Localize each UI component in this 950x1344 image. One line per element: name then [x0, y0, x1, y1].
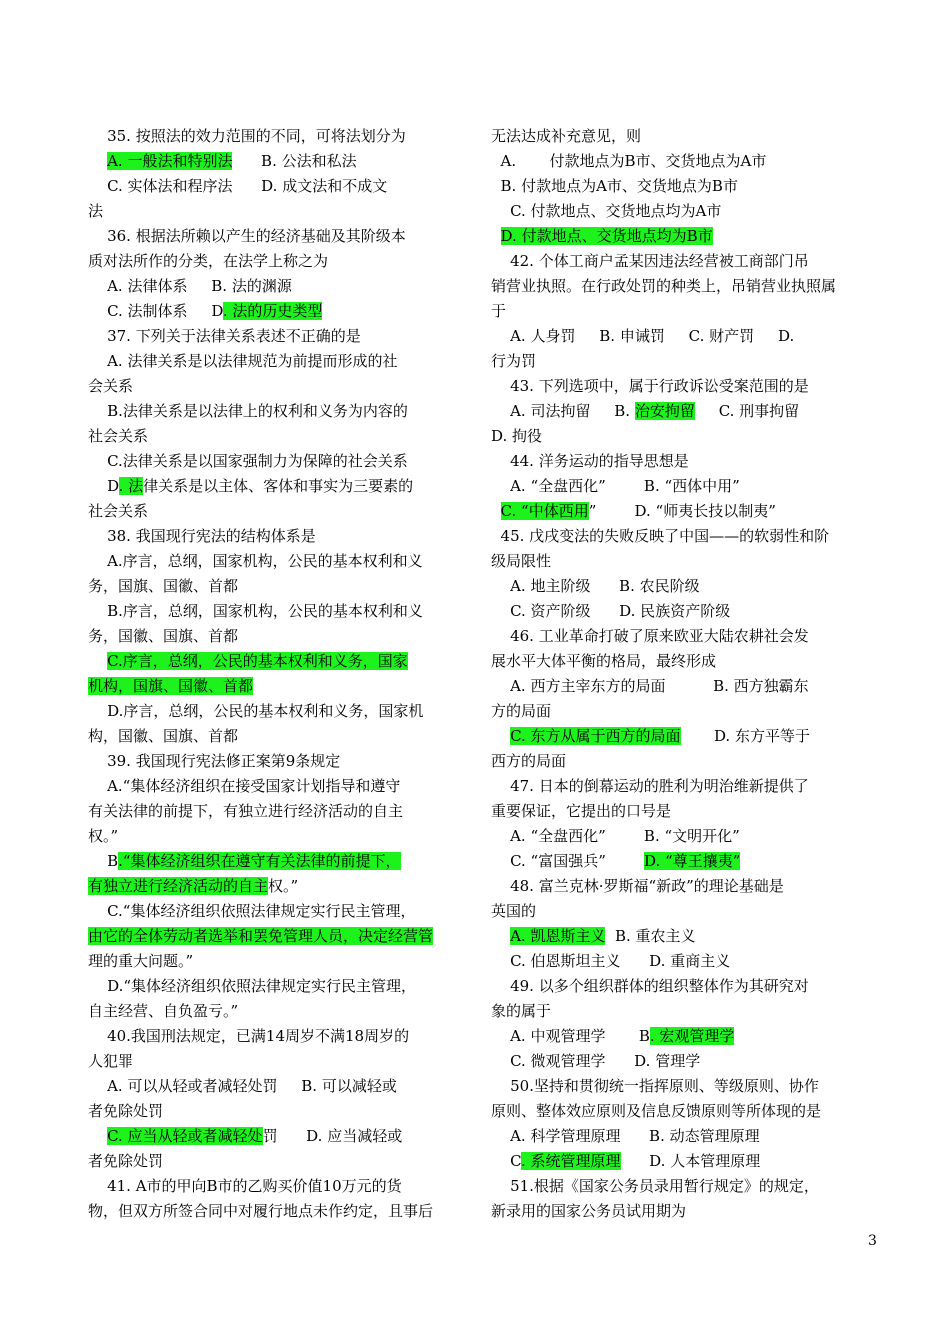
text-segment: 有关法律的前提下，有独立进行经济活动的自主	[88, 802, 404, 820]
highlighted-answer: A. 一般法和特别法	[107, 152, 233, 170]
text-segment: 者免除处罚	[88, 1152, 164, 1170]
highlighted-answer: C. “中体西用	[500, 502, 589, 520]
text-segment: C	[491, 1152, 522, 1170]
text-segment: A. 科学管理原理 B. 动态管理原理	[491, 1127, 760, 1145]
text-segment: A. 地主阶级 B. 农民阶级	[491, 577, 700, 595]
text-segment: 会关系	[88, 377, 134, 395]
text-line	[88, 974, 483, 999]
text-line	[491, 474, 886, 499]
text-segment: 英国的	[491, 902, 537, 920]
text-segment: 42. 个体工商户孟某因违法经营被工商部门吊	[491, 252, 809, 270]
text-segment: A. 中观管理学 B	[491, 1027, 650, 1045]
text-segment: B. 付款地点为A市、交货地点为B市	[491, 177, 738, 195]
page-number: 3	[868, 1233, 877, 1249]
highlighted-answer: D. 付款地点、交货地点均为B市	[500, 227, 713, 245]
text-segment: A. “全盘西化” B. “文明开化”	[491, 827, 740, 845]
text-segment: 法	[88, 202, 104, 220]
text-line	[88, 249, 483, 274]
text-line	[88, 174, 483, 199]
text-segment: 权。”	[88, 827, 119, 845]
text-segment: C. 实体法和程序法 D. 成文法和不成文	[88, 177, 388, 195]
text-line	[88, 449, 483, 474]
text-segment: 无法达成补充意见，则	[491, 127, 642, 145]
highlighted-answer: C. 东方从属于西方的局面	[510, 727, 681, 745]
text-segment: 48. 富兰克林·罗斯福“新政”的理论基础是	[491, 877, 784, 895]
text-line	[88, 899, 483, 924]
text-segment: C.法律关系是以国家强制力为保障的社会关系	[88, 452, 408, 470]
text-segment: 40.我国刑法规定，已满14周岁不满18周岁的	[88, 1027, 410, 1045]
text-line	[491, 674, 886, 699]
highlighted-answer: 治安拘留	[634, 402, 695, 420]
text-line	[88, 699, 483, 724]
text-segment: D	[88, 477, 119, 495]
text-segment: A. 法律体系 B. 法的渊源	[88, 277, 292, 295]
text-line	[491, 1124, 886, 1149]
text-segment: 39. 我国现行宪法修正案第9条规定	[88, 752, 341, 770]
text-segment: A. 人身罚 B. 申诫罚 C. 财产罚 D.	[491, 327, 795, 345]
text-line	[491, 549, 886, 574]
text-line	[88, 824, 483, 849]
text-line	[88, 199, 483, 224]
text-line	[88, 549, 483, 574]
text-line	[88, 474, 483, 499]
text-segment: 38. 我国现行宪法的结构体系是	[88, 527, 316, 545]
text-line	[88, 874, 483, 899]
text-line	[88, 399, 483, 424]
text-segment: 级局限性	[491, 552, 552, 570]
text-line	[491, 649, 886, 674]
text-line	[88, 649, 483, 674]
text-line	[88, 1024, 483, 1049]
text-line	[88, 299, 483, 324]
text-line	[88, 674, 483, 699]
text-line	[491, 949, 886, 974]
text-segment	[491, 227, 501, 245]
text-segment: 社会关系	[88, 502, 149, 520]
text-segment: 人犯罪	[88, 1052, 134, 1070]
text-line	[491, 749, 886, 774]
text-segment: B	[88, 852, 119, 870]
text-segment: 51.根据《国家公务员录用暂行规定》的规定，	[491, 1177, 819, 1195]
text-line	[88, 224, 483, 249]
highlighted-answer: . 宏观管理学	[649, 1027, 735, 1045]
highlighted-answer: 有独立进行经济活动的自主	[88, 877, 269, 895]
text-segment	[88, 152, 107, 170]
text-segment: 新录用的国家公务员试用期为	[491, 1202, 687, 1220]
text-segment: D.序言，总纲，公民的基本权利和义务，国家机	[88, 702, 424, 720]
text-line	[491, 324, 886, 349]
text-line	[491, 999, 886, 1024]
text-line	[491, 374, 886, 399]
text-line	[88, 624, 483, 649]
text-line	[88, 1049, 483, 1074]
text-segment: 36. 根据法所赖以产生的经济基础及其阶级本	[88, 227, 406, 245]
text-line	[491, 574, 886, 599]
text-line	[491, 349, 886, 374]
text-line	[88, 999, 483, 1024]
text-segment: 37. 下列关于法律关系表述不正确的是	[88, 327, 361, 345]
text-line	[491, 799, 886, 824]
text-line	[491, 1149, 886, 1174]
text-segment: 者免除处罚	[88, 1102, 164, 1120]
text-line	[88, 1174, 483, 1199]
text-line	[88, 499, 483, 524]
text-segment: 象的属于	[491, 1002, 552, 1020]
text-line	[491, 524, 886, 549]
text-line	[88, 1099, 483, 1124]
highlighted-answer: . 法的历史类型	[222, 302, 323, 320]
text-segment: 49. 以多个组织群体的组织整体作为其研究对	[491, 977, 809, 995]
text-line	[88, 599, 483, 624]
text-segment: ” D. “师夷长技以制夷”	[588, 502, 776, 520]
text-line	[491, 1099, 886, 1124]
text-segment: C. 微观管理学 D. 管理学	[491, 1052, 701, 1070]
text-line	[88, 1149, 483, 1174]
text-segment: 于	[491, 302, 507, 320]
highlighted-answer: C. 应当从轻或者减轻处	[107, 1127, 263, 1145]
text-line	[491, 449, 886, 474]
text-line	[491, 924, 886, 949]
text-segment: C.“集体经济组织依照法律规定实行民主管理，	[88, 902, 416, 920]
highlighted-answer: 由它的全体劳动者选举和罢免管理人员，决定经营管	[88, 927, 434, 945]
text-line	[88, 374, 483, 399]
highlighted-answer: C.序言，总纲，公民的基本权利和义务，国家	[107, 652, 408, 670]
text-segment: 重要保证，它提出的口号是	[491, 802, 672, 820]
text-segment: C. 伯恩斯坦主义 D. 重商主义	[491, 952, 731, 970]
text-segment	[491, 502, 501, 520]
text-segment: B.序言，总纲，国家机构，公民的基本权利和义	[88, 602, 423, 620]
text-segment: A.“集体经济组织在接受国家计划指导和遵守	[88, 777, 401, 795]
highlighted-answer: 机构，国旗、国徽、首都	[88, 677, 254, 695]
text-segment: B. 公法和私法	[232, 152, 357, 170]
text-line	[491, 1074, 886, 1099]
text-line	[491, 1199, 886, 1224]
text-line	[491, 249, 886, 274]
text-segment: C. 付款地点、交货地点均为A市	[491, 202, 722, 220]
left-column	[88, 124, 483, 1224]
text-segment: A.序言，总纲，国家机构，公民的基本权利和义	[88, 552, 423, 570]
text-segment: C. “富国强兵”	[491, 852, 645, 870]
text-line	[491, 224, 886, 249]
text-segment: A. 可以从轻或者减轻处罚 B. 可以减轻或	[88, 1077, 397, 1095]
text-segment: 46. 工业革命打破了原来欧亚大陆农耕社会发	[491, 627, 809, 645]
text-line	[88, 949, 483, 974]
text-segment: A. 法律关系是以法律规范为前提而形成的社	[88, 352, 398, 370]
text-segment: 律关系是以主体、客体和事实为三要素的	[143, 477, 414, 495]
text-segment: B. 重农主义	[605, 927, 696, 945]
text-line	[491, 824, 886, 849]
text-line	[491, 624, 886, 649]
text-line	[88, 924, 483, 949]
text-segment: D. 东方平等于	[680, 727, 810, 745]
text-line	[491, 1174, 886, 1199]
text-segment: 物，但双方所签合同中对履行地点未作约定，且事后	[88, 1202, 434, 1220]
text-line	[88, 1199, 483, 1224]
text-line	[88, 424, 483, 449]
text-segment: B.法律关系是以法律上的权利和义务为内容的	[88, 402, 408, 420]
text-line	[88, 774, 483, 799]
text-line	[491, 399, 886, 424]
text-line	[88, 149, 483, 174]
text-line	[491, 424, 886, 449]
text-segment: 35. 按照法的效力范围的不同，可将法划分为	[88, 127, 406, 145]
text-line	[491, 499, 886, 524]
text-line	[491, 124, 886, 149]
text-line	[88, 324, 483, 349]
text-segment: 原则、整体效应原则及信息反馈原则等所体现的是	[491, 1102, 822, 1120]
text-line	[491, 599, 886, 624]
text-segment: 44. 洋务运动的指导思想是	[491, 452, 689, 470]
text-segment: 务，国旗、国徽、首都	[88, 577, 239, 595]
text-line	[88, 124, 483, 149]
text-segment	[491, 927, 510, 945]
text-line	[491, 1049, 886, 1074]
text-line	[88, 849, 483, 874]
text-segment: A. 付款地点为B市、交货地点为A市	[491, 152, 767, 170]
text-segment: 45. 戊戌变法的失败反映了中国——的软弱性和阶	[491, 527, 830, 545]
text-segment: D. 人本管理原理	[620, 1152, 761, 1170]
highlighted-answer: . 系统管理原理	[521, 1152, 621, 1170]
text-line	[88, 1124, 483, 1149]
text-line	[491, 274, 886, 299]
text-segment: 行为罚	[491, 352, 537, 370]
text-segment: 质对法所作的分类，在法学上称之为	[88, 252, 329, 270]
text-line	[88, 749, 483, 774]
text-line	[491, 174, 886, 199]
text-segment: 自主经营、自负盈亏。”	[88, 1002, 239, 1020]
text-line	[88, 524, 483, 549]
text-line	[491, 299, 886, 324]
text-line	[88, 274, 483, 299]
text-line	[491, 974, 886, 999]
text-segment: 43. 下列选项中，属于行政诉讼受案范围的是	[491, 377, 809, 395]
text-line	[88, 799, 483, 824]
text-segment	[491, 727, 510, 745]
text-segment: A. 西方主宰东方的局面 B. 西方独霸东	[491, 677, 809, 695]
text-segment: C. 资产阶级 D. 民族资产阶级	[491, 602, 731, 620]
text-segment: 构，国徽、国旗、首都	[88, 727, 239, 745]
text-line	[88, 574, 483, 599]
text-segment: 销营业执照。在行政处罚的种类上，吊销营业执照属	[491, 277, 837, 295]
right-column	[491, 124, 886, 1224]
text-segment: C. 法制体系 D	[88, 302, 223, 320]
text-segment: 社会关系	[88, 427, 149, 445]
text-segment: D.“集体经济组织依照法律规定实行民主管理，	[88, 977, 417, 995]
text-line	[88, 724, 483, 749]
text-line	[491, 724, 886, 749]
text-line	[88, 1074, 483, 1099]
highlighted-answer: A. 凯恩斯主义	[510, 927, 606, 945]
text-segment: 47. 日本的倒幕运动的胜利为明治维新提供了	[491, 777, 809, 795]
text-segment	[88, 1127, 107, 1145]
text-line	[491, 874, 886, 899]
highlighted-answer: . 法	[118, 477, 144, 495]
text-segment: 41. A市的甲向B市的乙购买价值10万元的货	[88, 1177, 402, 1195]
text-segment: 方的局面	[491, 702, 552, 720]
text-segment: 权。”	[268, 877, 299, 895]
text-line	[491, 899, 886, 924]
text-segment: 罚 D. 应当减轻或	[262, 1127, 403, 1145]
text-segment: D. 拘役	[491, 427, 543, 445]
text-line	[88, 349, 483, 374]
text-segment: 务，国徽、国旗、首都	[88, 627, 239, 645]
text-line	[491, 199, 886, 224]
text-segment: 展水平大体平衡的格局，最终形成	[491, 652, 717, 670]
text-line	[491, 699, 886, 724]
text-line	[491, 849, 886, 874]
text-segment: A. “全盘西化” B. “西体中用”	[491, 477, 740, 495]
text-segment: 西方的局面	[491, 752, 567, 770]
text-line	[491, 774, 886, 799]
text-line	[491, 149, 886, 174]
text-segment: C. 刑事拘留	[694, 402, 800, 420]
highlighted-answer: .“集体经济组织在遵守有关法律的前提下，	[118, 852, 401, 870]
text-segment: A. 司法拘留 B.	[491, 402, 635, 420]
text-segment	[88, 652, 107, 670]
highlighted-answer: D. “尊王攘夷”	[644, 852, 741, 870]
text-line	[491, 1024, 886, 1049]
text-segment: 理的重大问题。”	[88, 952, 194, 970]
text-segment: 50.坚持和贯彻统一指挥原则、等级原则、协作	[491, 1077, 819, 1095]
